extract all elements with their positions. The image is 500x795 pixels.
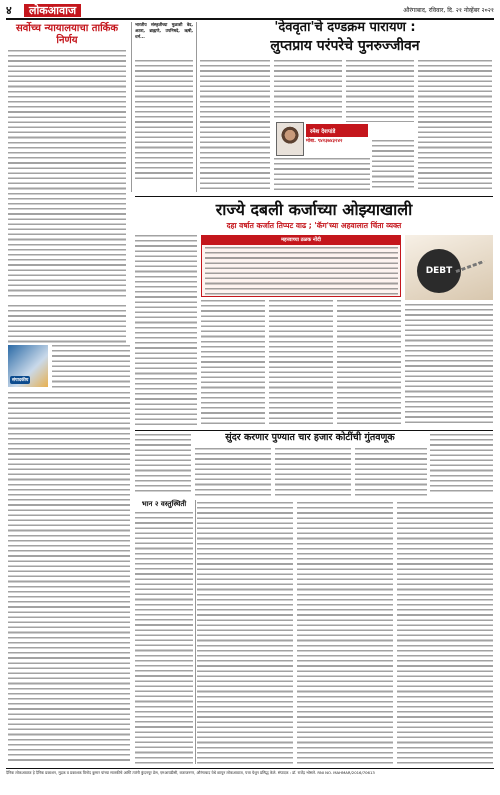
- main-story-headline: राज्ये दबली कर्जाच्या ओझ्याखाली: [215, 200, 413, 219]
- bottom-left-brief: [135, 434, 191, 494]
- top-story-col-1: [200, 60, 270, 190]
- highlights-text: [205, 247, 398, 295]
- debt-ball: DEBT: [417, 249, 461, 293]
- main-story-col-1: [135, 235, 197, 425]
- top-story-col-2: [274, 60, 342, 120]
- bottom-story-col-4: [197, 502, 293, 764]
- masthead: [6, 3, 494, 17]
- top-story-col-4: [418, 60, 492, 190]
- top-story-kicker: 'देववृता'चे दण्डक्रम पारायण :: [274, 20, 416, 35]
- column-divider: [195, 500, 196, 764]
- top-story-col-3b: [372, 140, 414, 190]
- main-story-col-5: [405, 304, 493, 425]
- debt-illustration: [405, 235, 493, 300]
- column-divider: [196, 22, 197, 192]
- top-story-col-2b: [274, 158, 370, 190]
- imprint-footer: दैनिक लोकआवाज हे दैनिक प्रकाशन, मुद्रक व प्रकाशक विनोद कुमार यांच्या मालकीचे आणि त्यांनी कुंदनपूर प्रेस, एमआयडीसी, बजाजनगर, औरंगाबाद येथे छापून लोकआवाज, पत्ता येथून प्रसिद्ध केले. संपादक : डॉ. राजेंद्र भोसले. RNI NO. MAHMAR/2016/70613: [6, 770, 375, 775]
- author-phone: मोबा. ९४२३७४३२४२: [306, 139, 343, 144]
- author-name-strip: [306, 124, 368, 137]
- second-column-text: [135, 60, 193, 182]
- side-story-headline: भान २ वस्तुस्थिती: [141, 500, 187, 508]
- main-story-col-2: [201, 300, 265, 425]
- bottom-story-col-2: [275, 448, 351, 498]
- bottom-story-col-5: [297, 502, 393, 764]
- bottom-story-col-3: [355, 448, 427, 498]
- editorial-desk-image: [8, 345, 48, 387]
- main-story-col-4: [337, 300, 401, 425]
- editorial-text-beside-image: [52, 345, 130, 390]
- main-story-highlights: [201, 235, 401, 297]
- top-story-headline: लुप्तप्राय परंपरेचे पुनरुज्जीवन: [270, 38, 420, 54]
- date-line: औरंगाबाद, रविवार, दि. २१ नोव्हेंबर २०२१: [403, 7, 494, 14]
- bottom-story-col-1: [195, 448, 271, 498]
- highlights-title: महत्त्वाच्या ठळक नोंदी: [202, 236, 400, 245]
- editorial-label: संपादकीय: [12, 378, 29, 383]
- bottom-story-col-6: [397, 502, 493, 764]
- left-column-headline: सर्वोच्च न्यायालयाचा तार्किक निर्णय: [15, 23, 119, 46]
- second-column-intro: भारतीय संस्कृतीच्या मुळाशी वेद, अठरा, ब्राह्मणे, उपनिषदे, ऋषी, धर्म...: [135, 22, 193, 39]
- newspaper-logo: लोकआवाज: [24, 4, 81, 17]
- editorial-body: [8, 392, 130, 764]
- main-story-col-3: [269, 300, 333, 425]
- side-story-text: [135, 512, 193, 764]
- top-story-col-3: [346, 60, 414, 122]
- left-column-text: [8, 50, 126, 300]
- author-name: रमेश देशपांडे: [310, 128, 336, 135]
- footer-rule: [6, 768, 494, 769]
- bottom-story-headline: सुंदर करणार पुण्यात चार हजार कोटींची गुंतवणूक: [225, 432, 395, 443]
- author-photo: [276, 122, 304, 156]
- section-divider: [135, 196, 493, 197]
- page-number: ४: [6, 3, 12, 17]
- main-story-subhead: दहा वर्षात कर्जात तिप्पट वाढ ; 'कॅग'च्या अहवालात चिंता व्यक्त: [226, 221, 402, 230]
- bottom-right-brief: [430, 434, 493, 494]
- section-divider: [135, 430, 493, 431]
- column-divider: [131, 22, 132, 192]
- left-column-text-2: [8, 305, 126, 345]
